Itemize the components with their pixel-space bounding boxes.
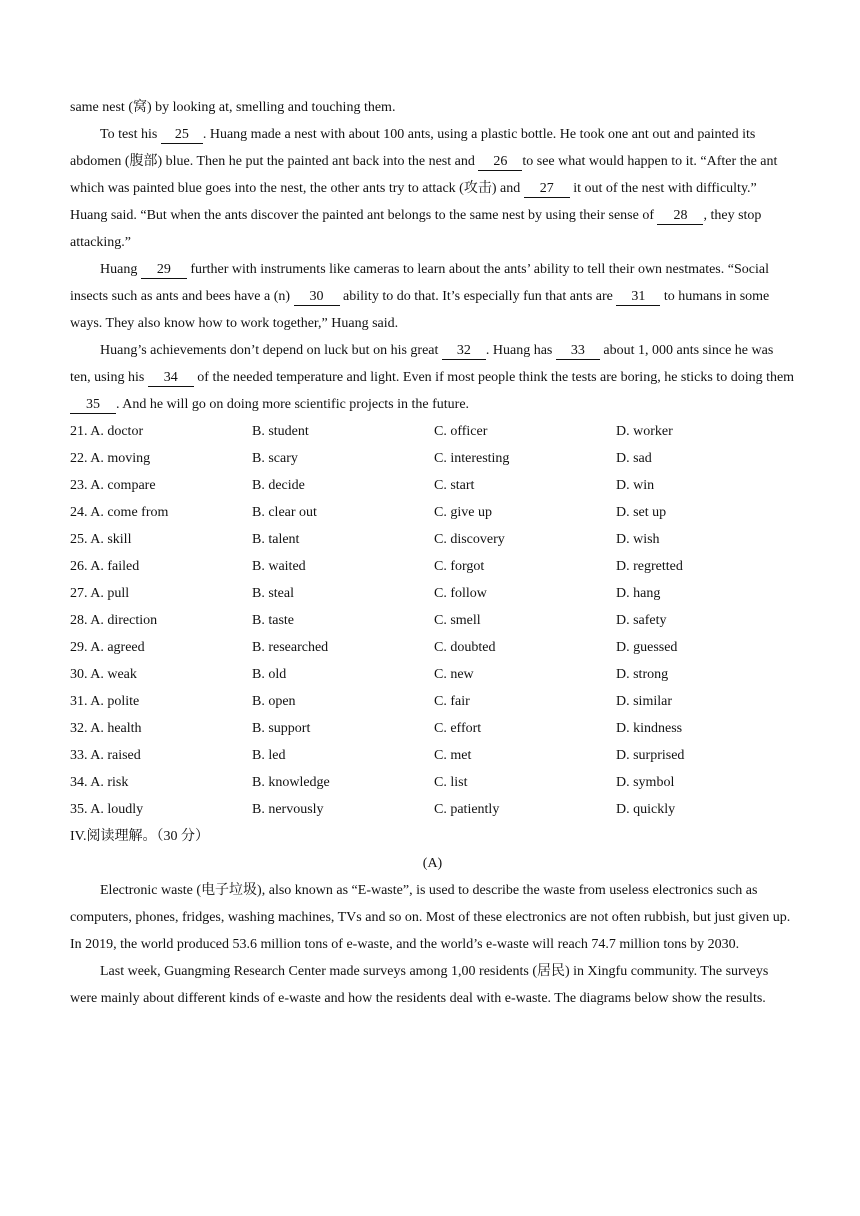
text-run: further with instruments like cameras to learn about the ants’ ability to tell their own nestmates. “Social insects such as ants and bees have a (n) (70, 262, 769, 304)
option-a: 32. A. health (70, 721, 142, 736)
option-b: B. led (252, 748, 286, 763)
passage-paragraph-4 (70, 337, 795, 418)
option-row (70, 580, 795, 607)
option-c: C. forgot (434, 559, 485, 574)
option-c: C. list (434, 775, 468, 790)
option-a: 27. A. pull (70, 586, 130, 601)
option-b: B. open (252, 694, 296, 709)
option-a: 35. A. loudly (70, 802, 144, 817)
option-a: 25. A. skill (70, 532, 132, 547)
option-row (70, 661, 795, 688)
option-c: C. interesting (434, 451, 510, 466)
option-row (70, 553, 795, 580)
option-a: 22. A. moving (70, 451, 151, 466)
text-run: . Huang has (485, 343, 556, 358)
option-a: 26. A. failed (70, 559, 140, 574)
option-b: B. old (252, 667, 287, 682)
passage-paragraph-1-tail: same nest (窝) by looking at, smelling and touching them. (70, 100, 396, 115)
option-row (70, 742, 795, 769)
text-run: about 1, 000 ants since he was ten, using his (70, 343, 774, 385)
option-row (70, 688, 795, 715)
text-run: . Huang made a nest with about 100 ants, using a plastic bottle. He took one ant out and painted its abdomen (腹部) blue. Then he put the painted ant back into the nest and (70, 127, 756, 169)
blank-27: 27 (524, 181, 570, 198)
option-a: 33. A. raised (70, 748, 141, 763)
option-c: C. start (434, 478, 475, 493)
text-run: , they stop attacking.” (70, 208, 762, 250)
option-row (70, 634, 795, 661)
option-b: B. support (252, 721, 311, 736)
option-row (70, 769, 795, 796)
option-d: D. wish (616, 532, 660, 547)
option-d: D. strong (616, 667, 669, 682)
text-run: to see what would happen to it. “After the ant which was painted blue goes into the nest, the other ants try to attack (攻击) and (70, 154, 778, 196)
option-d: D. set up (616, 505, 667, 520)
blank-35: 35 (70, 397, 116, 414)
option-b: B. talent (252, 532, 300, 547)
option-b: B. taste (252, 613, 294, 628)
text-run: it out of the nest with difficulty.” Huang said. “But when the ants discover the painted ant belongs to the same nest by using their sense of (70, 181, 757, 223)
option-b: B. decide (252, 478, 305, 493)
option-d: D. safety (616, 613, 667, 628)
option-d: D. kindness (616, 721, 683, 736)
text-run: of the needed temperature and light. Even if most people think the tests are boring, he sticks to doing them (193, 370, 795, 385)
section-subheading: (A) (422, 856, 443, 871)
option-d: D. win (616, 478, 655, 493)
option-row (70, 445, 795, 472)
option-c: C. patiently (434, 802, 500, 817)
reading-paragraph-1: Electronic waste (电子垃圾), also known as “E-waste”, is used to describe the waste from useless electronics such as computers, phones, fridges, washing machines, TVs and so on. Most of these electronics are not often rubbish, but just given up. In 2019, the world produced 53.6 million tons of e-waste, and the world’s e-waste will reach 74.7 million tons by 2030. (70, 883, 791, 952)
text-run: To test his (100, 127, 161, 142)
option-c: C. officer (434, 424, 488, 439)
option-c: C. smell (434, 613, 481, 628)
text-run: Huang (100, 262, 141, 277)
option-a: 24. A. come from (70, 505, 169, 520)
option-a: 29. A. agreed (70, 640, 145, 655)
option-b: B. knowledge (252, 775, 330, 790)
option-c: C. new (434, 667, 474, 682)
option-d: D. similar (616, 694, 672, 709)
option-c: C. follow (434, 586, 487, 601)
option-c: C. met (434, 748, 472, 763)
option-a: 34. A. risk (70, 775, 129, 790)
blank-25: 25 (161, 127, 203, 144)
option-b: B. researched (252, 640, 329, 655)
option-row (70, 472, 795, 499)
text-run: ability to do that. It’s especially fun that ants are (339, 289, 617, 304)
option-a: 31. A. polite (70, 694, 140, 709)
option-b: B. waited (252, 559, 306, 574)
blank-32: 32 (442, 343, 486, 360)
option-row (70, 796, 795, 823)
option-b: B. scary (252, 451, 298, 466)
option-d: D. guessed (616, 640, 678, 655)
option-row (70, 526, 795, 553)
option-d: D. regretted (616, 559, 683, 574)
section-heading: IV.阅读理解。（30 分） (70, 829, 209, 844)
blank-28: 28 (657, 208, 703, 225)
option-d: D. worker (616, 424, 673, 439)
option-a: 30. A. weak (70, 667, 137, 682)
blank-31: 31 (616, 289, 660, 306)
blank-26: 26 (478, 154, 522, 171)
reading-paragraph-2: Last week, Guangming Research Center made surveys among 1,00 residents (居民) in Xingfu community. The surveys were mainly about different kinds of e-waste and how the residents deal with e-waste. The diagrams below show the results. (70, 964, 769, 1006)
blank-29: 29 (141, 262, 187, 279)
text-run: Huang’s achievements don’t depend on luck but on his great (100, 343, 442, 358)
option-a: 23. A. compare (70, 478, 156, 493)
option-b: B. student (252, 424, 309, 439)
option-b: B. clear out (252, 505, 317, 520)
option-row (70, 418, 795, 445)
document-page (70, 94, 795, 1012)
text-run: . And he will go on doing more scientific projects in the future. (116, 397, 470, 412)
blank-34: 34 (148, 370, 194, 387)
blank-33: 33 (556, 343, 600, 360)
option-a: 28. A. direction (70, 613, 158, 628)
option-c: C. discovery (434, 532, 505, 547)
option-b: B. nervously (252, 802, 324, 817)
option-c: C. fair (434, 694, 470, 709)
option-row (70, 607, 795, 634)
option-row (70, 715, 795, 742)
passage-paragraph-3 (70, 256, 795, 337)
option-d: D. quickly (616, 802, 676, 817)
option-b: B. steal (252, 586, 294, 601)
option-d: D. symbol (616, 775, 675, 790)
text-run: to humans in some ways. They also know how to work together,” Huang said. (70, 289, 770, 331)
options-list (70, 418, 795, 823)
blank-30: 30 (294, 289, 340, 306)
option-d: D. surprised (616, 748, 685, 763)
option-d: D. sad (616, 451, 652, 466)
option-c: C. doubted (434, 640, 496, 655)
option-c: C. effort (434, 721, 482, 736)
option-d: D. hang (616, 586, 661, 601)
option-a: 21. A. doctor (70, 424, 144, 439)
option-row (70, 499, 795, 526)
option-c: C. give up (434, 505, 492, 520)
passage-paragraph-2 (70, 121, 795, 256)
